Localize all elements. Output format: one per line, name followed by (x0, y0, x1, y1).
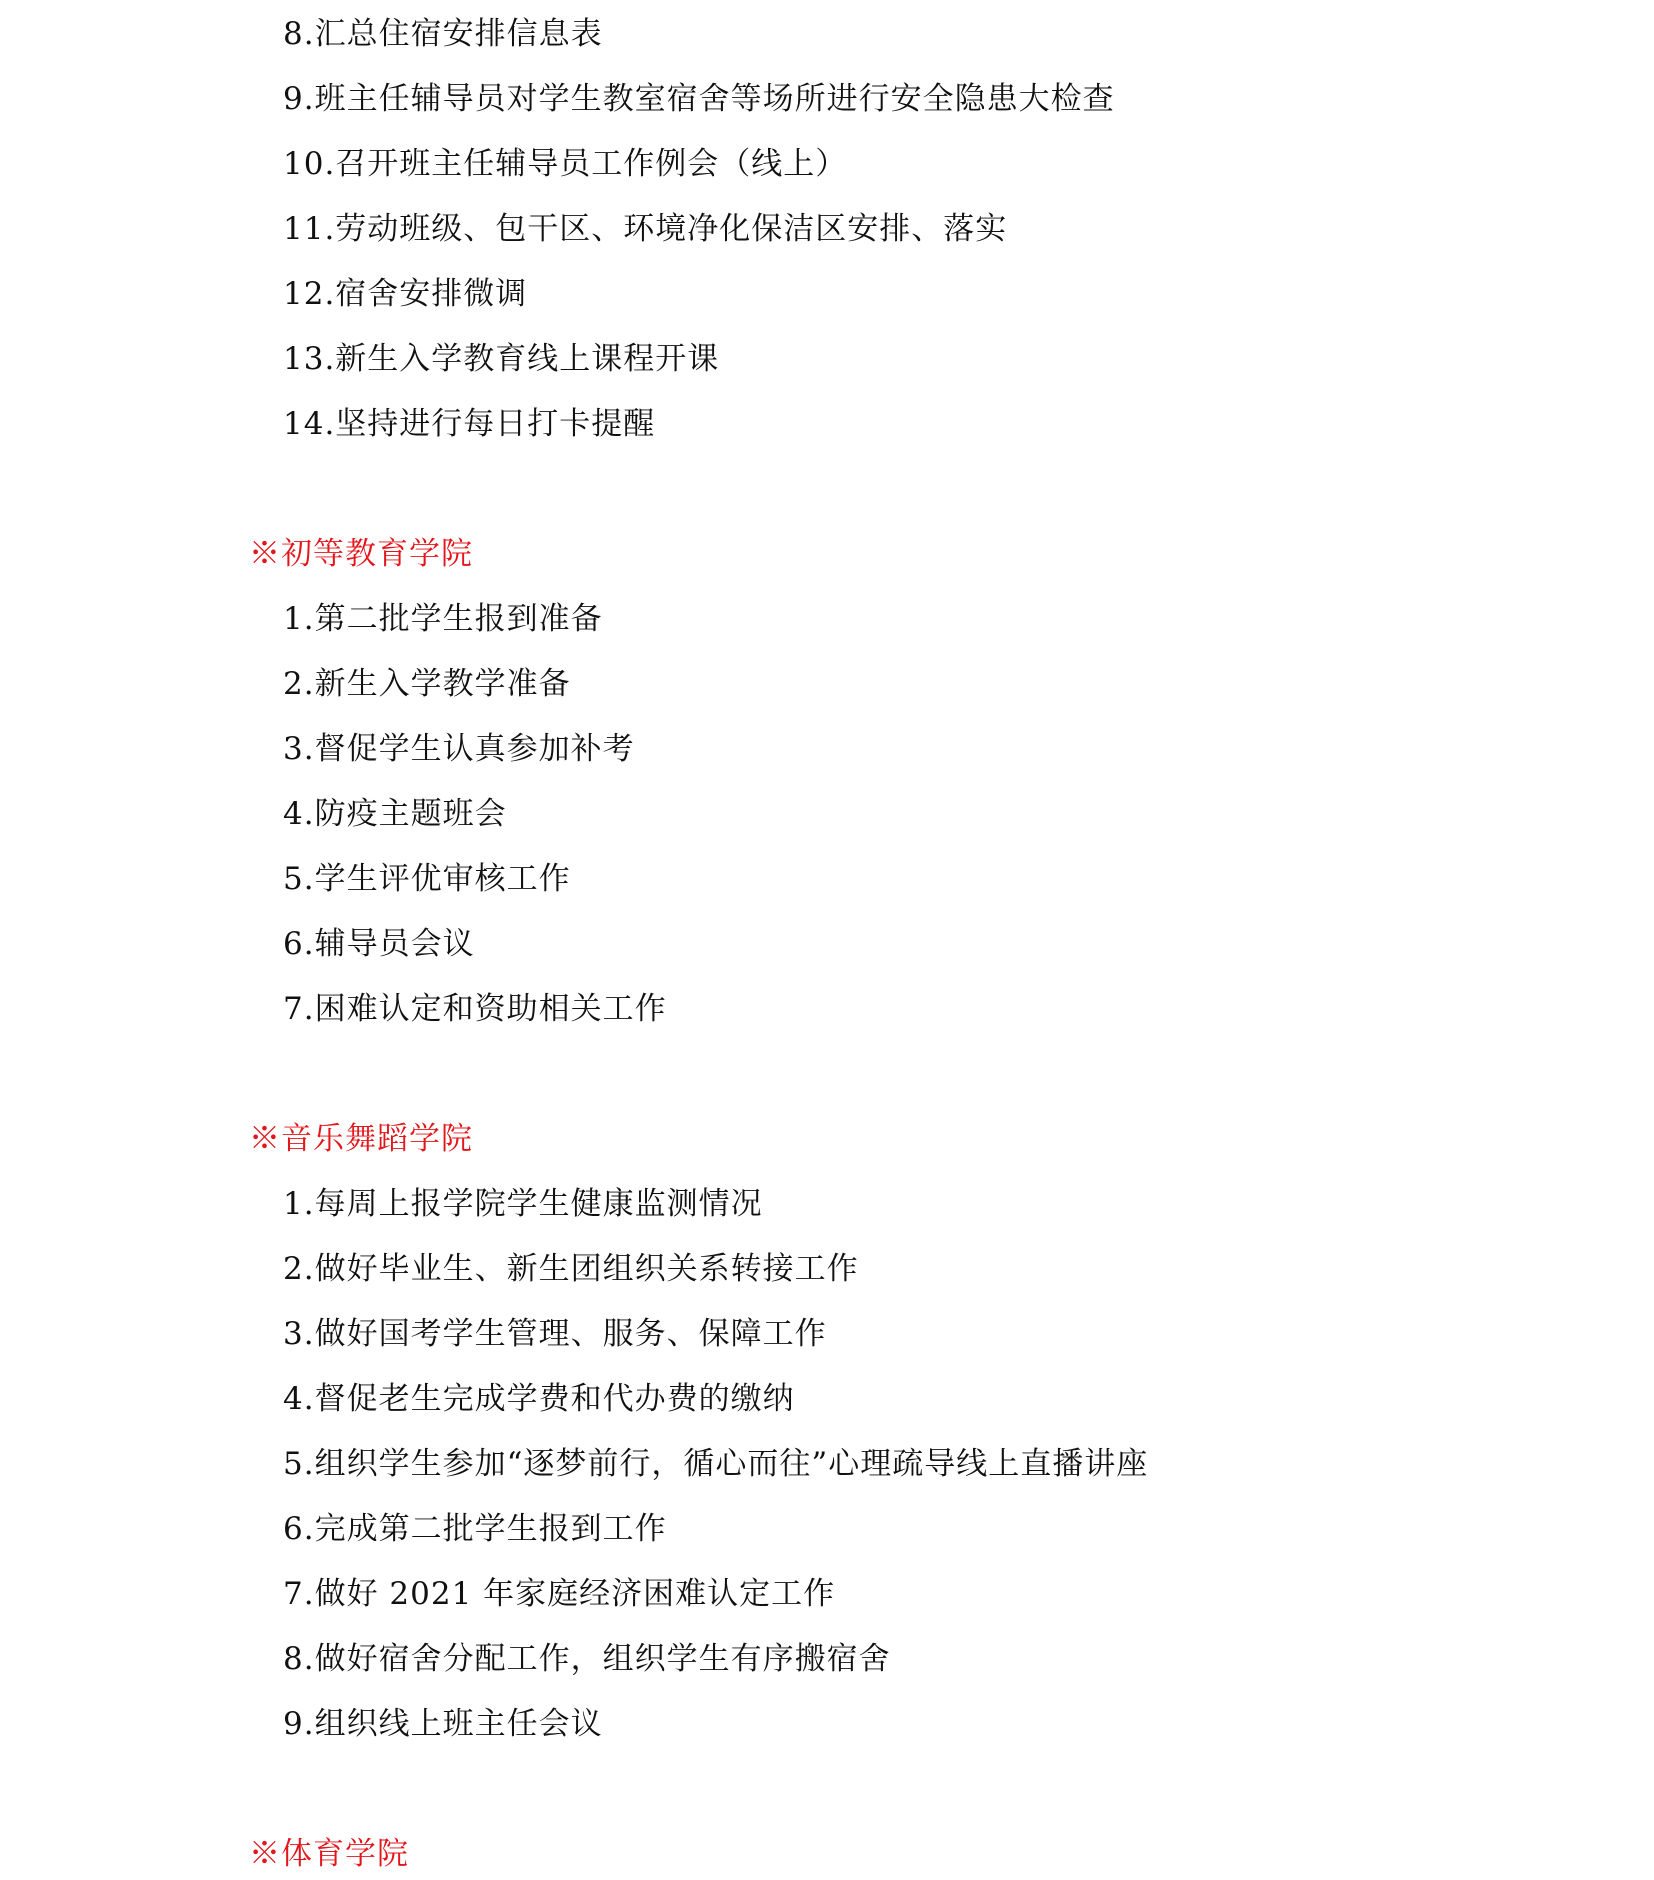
list-item: 4.防疫主题班会 (283, 796, 507, 832)
list-item: 8.做好宿舍分配工作，组织学生有序搬宿舍 (283, 1641, 891, 1677)
list-item: 7.困难认定和资助相关工作 (283, 991, 667, 1027)
list-item: 6.辅导员会议 (283, 926, 475, 962)
list-item: 2.新生入学教学准备 (283, 666, 571, 702)
list-item: 11.劳动班级、包干区、环境净化保洁区安排、落实 (283, 211, 1008, 247)
list-item: 12.宿舍安排微调 (283, 276, 528, 312)
list-item: 2.做好毕业生、新生团组织关系转接工作 (283, 1251, 859, 1287)
list-item: 3.做好国考学生管理、服务、保障工作 (283, 1316, 827, 1352)
list-item: 14.坚持进行每日打卡提醒 (283, 406, 656, 442)
list-item: 8.汇总住宿安排信息表 (283, 16, 603, 52)
list-item: 5.学生评优审核工作 (283, 861, 571, 897)
list-item: 1.第二批学生报到准备 (283, 601, 603, 637)
list-item: 9.组织线上班主任会议 (283, 1706, 603, 1742)
list-item: 6.完成第二批学生报到工作 (283, 1511, 667, 1547)
list-item: 3.督促学生认真参加补考 (283, 731, 635, 767)
list-item: 9.班主任辅导员对学生教室宿舍等场所进行安全隐患大检查 (283, 81, 1115, 117)
list-item: 13.新生入学教育线上课程开课 (283, 341, 720, 377)
list-item: 5.组织学生参加“逐梦前行，循心而往”心理疏导线上直播讲座 (283, 1446, 1149, 1482)
list-item: 7.做好 2021 年家庭经济困难认定工作 (283, 1576, 836, 1612)
section-heading: ※音乐舞蹈学院 (249, 1121, 473, 1157)
list-item: 1.每周上报学院学生健康监测情况 (283, 1186, 763, 1222)
section-heading: ※体育学院 (249, 1836, 409, 1872)
section-heading: ※初等教育学院 (249, 536, 473, 572)
list-item: 10.召开班主任辅导员工作例会（线上） (283, 146, 848, 182)
list-item: 4.督促老生完成学费和代办费的缴纳 (283, 1381, 795, 1417)
